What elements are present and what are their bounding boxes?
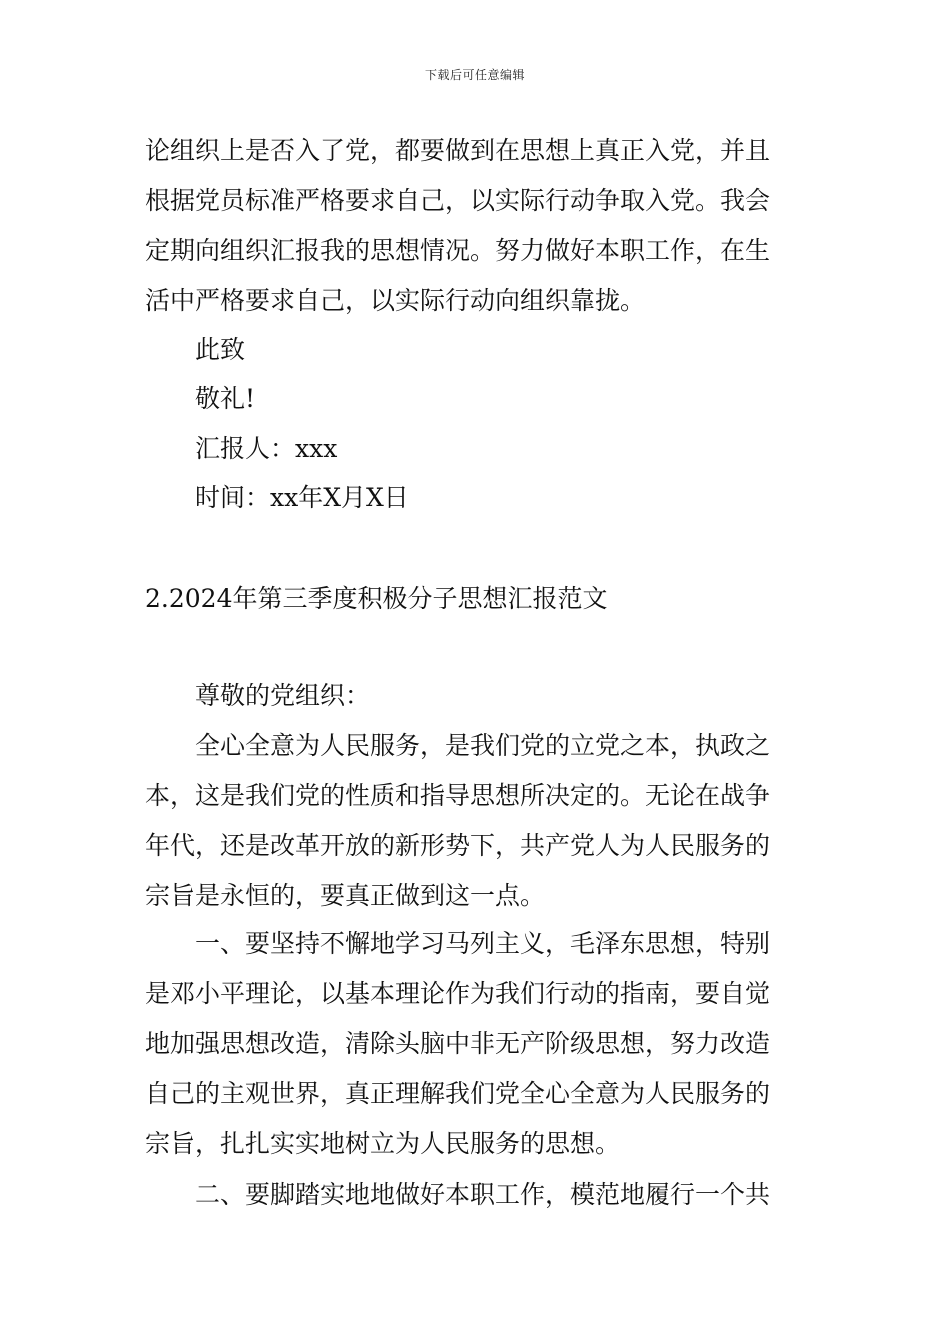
- text-line: 活中严格要求自己，以实际行动向组织靠拢。: [145, 286, 646, 315]
- text-line: 本，这是我们党的性质和指导思想所决定的。无论在战争: [145, 781, 771, 810]
- section-heading: 2.2024年第三季度积极分子思想汇报范文: [145, 584, 608, 613]
- text-line: 是邓小平理论，以基本理论作为我们行动的指南，要自觉: [145, 979, 771, 1008]
- salutation-jing-li: 敬礼!: [195, 384, 256, 413]
- text-line: 宗旨，扎扎实实地树立为人民服务的思想。: [145, 1129, 621, 1158]
- reporter-line: 汇报人：xxx: [195, 434, 338, 463]
- paragraph-1: [145, 721, 810, 921]
- text-line: 自己的主观世界，真正理解我们党全心全意为人民服务的: [145, 1079, 771, 1108]
- salutation-ci-zhi: 此致: [195, 335, 246, 364]
- header-note: 下载后可任意编辑: [424, 68, 525, 82]
- paragraph-3: [145, 1170, 810, 1220]
- paragraph-continued: [145, 126, 810, 326]
- text-line: 根据党员标准严格要求自己，以实际行动争取入党。我会: [145, 186, 771, 215]
- paragraph-2: [145, 919, 810, 1169]
- text-line: 全心全意为人民服务，是我们党的立党之本，执政之: [195, 731, 771, 760]
- text-line: 宗旨是永恒的，要真正做到这一点。: [145, 881, 546, 910]
- text-line: 论组织上是否入了党，都要做到在思想上真正入党，并且: [145, 136, 771, 165]
- greeting: 尊敬的党组织：: [195, 681, 371, 710]
- date-line: 时间：xx年X月X日: [195, 483, 409, 512]
- text-line: 地加强思想改造，清除头脑中非无产阶级思想，努力改造: [145, 1029, 771, 1058]
- text-line: 年代，还是改革开放的新形势下，共产党人为人民服务的: [145, 831, 771, 860]
- text-line: 定期向组织汇报我的思想情况。努力做好本职工作，在生: [145, 236, 771, 265]
- text-line: 二、要脚踏实地地做好本职工作，模范地履行一个共: [195, 1180, 771, 1209]
- text-line: 一、要坚持不懈地学习马列主义，毛泽东思想，特别: [195, 929, 771, 958]
